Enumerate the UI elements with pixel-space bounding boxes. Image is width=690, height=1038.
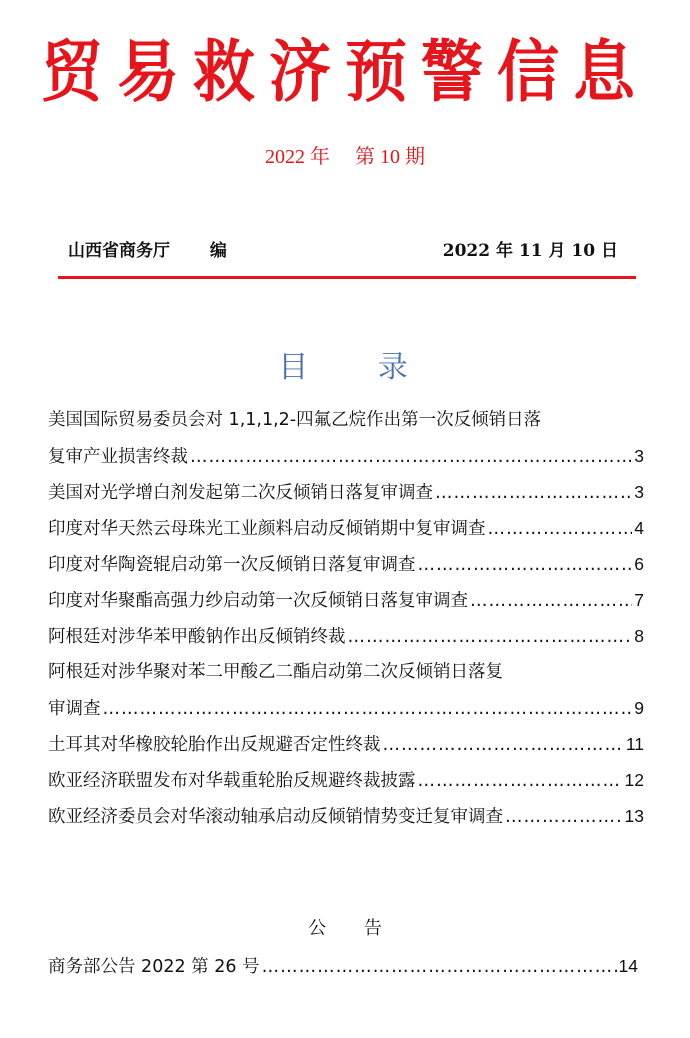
issue-year: 2022 年 [265, 146, 330, 168]
toc-entry-title: 欧亚经济联盟发布对华载重轮胎反规避终裁披露 [48, 771, 416, 791]
toc-entry-title: 复审产业损害终裁 [48, 447, 188, 467]
dot-leader [488, 511, 633, 547]
toc-entry-title: 欧亚经济委员会对华滚动轴承启动反倾销情势变迁复审调查 [48, 807, 503, 827]
toc-page-number: 11 [625, 734, 644, 754]
toc-entry[interactable] [48, 726, 644, 762]
dot-leader [505, 799, 623, 835]
toc-entry-title: 印度对华聚酯高强力纱启动第一次反倾销日落复审调查 [48, 591, 468, 611]
toc-entry[interactable] [48, 546, 644, 582]
publish-date: 2022 年 11 月 10 日 [442, 241, 618, 261]
dot-leader [348, 619, 633, 655]
issue-number: 第 10 期 [355, 146, 425, 168]
toc-entry-title: 商务部公告 2022 第 26 号 [48, 957, 260, 977]
toc-page-number: 4 [634, 518, 644, 538]
masthead-title: 贸易救济预警信息 [40, 32, 649, 112]
toc-page-number: 3 [634, 446, 644, 466]
toc-page-number: 9 [634, 698, 644, 718]
toc-entry-title: 阿根廷对涉华苯甲酸钠作出反倾销终裁 [48, 627, 346, 647]
dot-leader [383, 727, 624, 763]
toc-page-number: 3 [634, 482, 644, 502]
issue-info [0, 140, 690, 169]
toc-entry-title: 土耳其对华橡胶轮胎作出反规避否定性终裁 [48, 735, 381, 755]
toc-entry[interactable] [48, 798, 644, 834]
red-divider [58, 276, 636, 279]
dot-leader [190, 439, 632, 475]
toc-entry[interactable] [48, 654, 644, 726]
toc-entry[interactable] [48, 510, 644, 546]
toc-page-number: 7 [634, 590, 644, 610]
toc-page-number: 8 [634, 626, 644, 646]
publication-meta [68, 236, 618, 261]
dot-leader [470, 583, 632, 619]
toc-title: 目 录 [278, 350, 438, 385]
toc-page-number: 13 [624, 806, 644, 826]
toc-entry[interactable] [48, 618, 644, 654]
publisher: 山西省商务厅 [68, 241, 170, 261]
toc-entry[interactable] [48, 582, 644, 618]
toc-page-number: 14 [618, 956, 638, 976]
toc-entry[interactable] [48, 474, 644, 510]
dot-leader [262, 949, 617, 985]
dot-leader [103, 691, 633, 727]
toc-entry-title: 阿根廷对涉华聚对苯二甲酸乙二酯启动第二次反倾销日落复 [48, 662, 503, 682]
toc-entry[interactable] [48, 762, 644, 798]
dot-leader [435, 475, 632, 511]
toc-entry-title: 美国对光学增白剂发起第二次反倾销日落复审调查 [48, 483, 433, 503]
toc-list [48, 402, 644, 834]
dot-leader [418, 547, 633, 583]
toc-page-number: 6 [634, 554, 644, 574]
notice-section-title: 公 告 [308, 918, 398, 939]
toc-entry[interactable] [48, 402, 644, 474]
toc-entry[interactable] [48, 948, 638, 984]
publisher-role: 编 [209, 241, 227, 261]
notice-list [48, 948, 638, 984]
toc-entry-title: 印度对华陶瓷辊启动第一次反倾销日落复审调查 [48, 555, 416, 575]
dot-leader [418, 763, 623, 799]
toc-page-number: 12 [624, 770, 644, 790]
toc-entry-title: 审调查 [48, 699, 101, 719]
toc-entry-title: 印度对华天然云母珠光工业颜料启动反倾销期中复审调查 [48, 519, 486, 539]
toc-entry-title: 美国国际贸易委员会对 1,1,1,2-四氟乙烷作出第一次反倾销日落 [48, 410, 542, 430]
